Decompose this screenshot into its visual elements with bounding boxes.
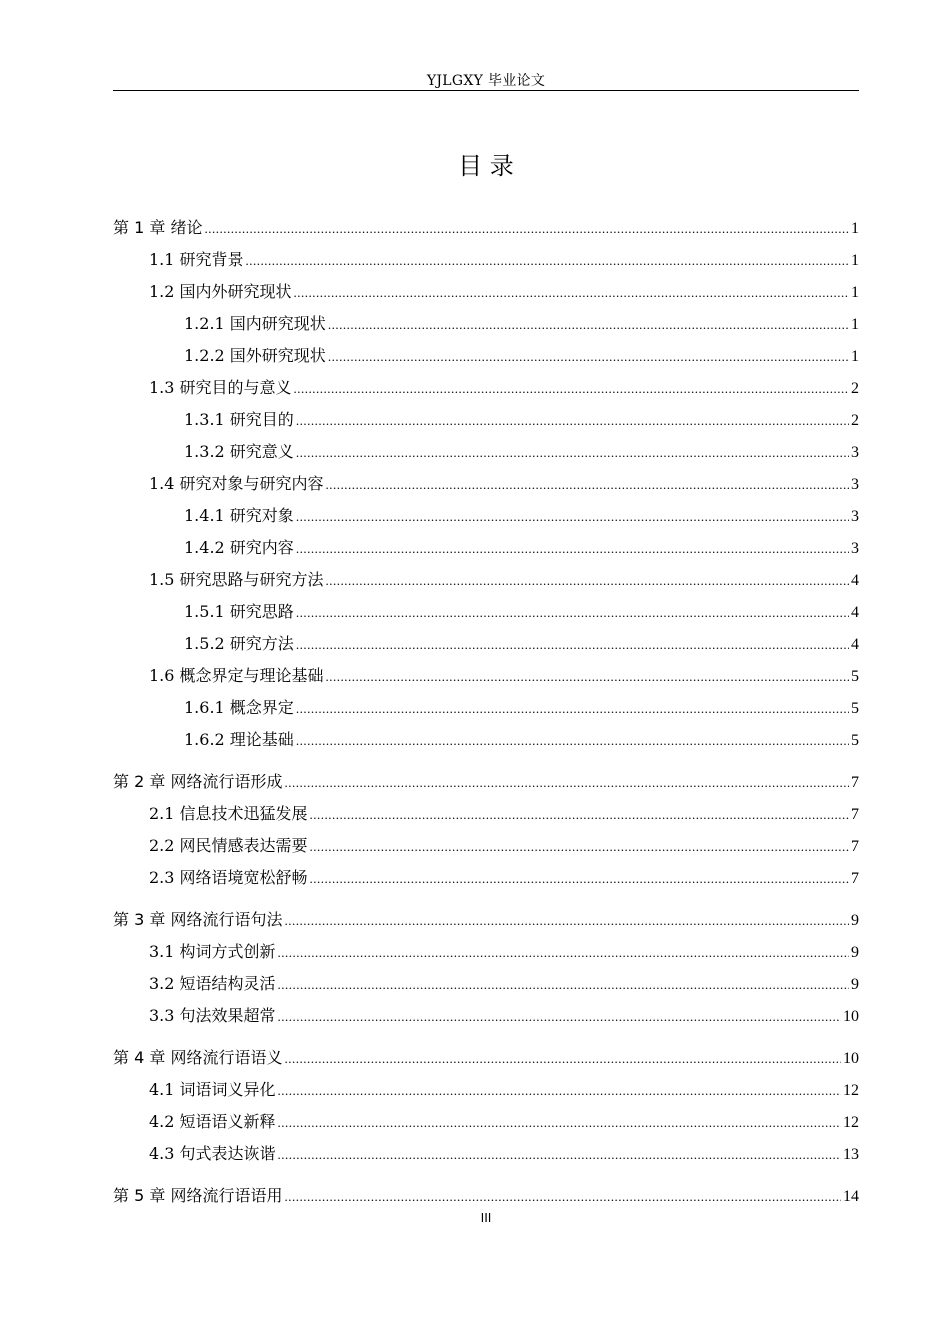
toc-entry-label: 第 3 章 网络流行语句法 xyxy=(113,910,283,929)
toc-entry-label: 3.1 构词方式创新 xyxy=(149,942,276,961)
toc-entry-label: 1.4.1 研究对象 xyxy=(184,506,294,525)
toc-section-entry[interactable] xyxy=(113,1138,859,1170)
toc-section-entry[interactable] xyxy=(113,660,859,692)
toc-entry-label: 2.2 网民情感表达需要 xyxy=(149,836,308,855)
toc-dot-leader xyxy=(278,1139,841,1171)
toc-section-entry[interactable] xyxy=(113,798,859,830)
toc-entry-label: 1.4 研究对象与研究内容 xyxy=(149,474,324,493)
toc-section-entry[interactable] xyxy=(113,862,859,894)
toc-entry-label: 2.3 网络语境宽松舒畅 xyxy=(149,868,308,887)
page-header: YJLGXY 毕业论文 xyxy=(426,73,546,89)
toc-dot-leader xyxy=(296,533,849,565)
toc-entry-label: 第 2 章 网络流行语形成 xyxy=(113,772,283,791)
toc-entry-page-number: 1 xyxy=(851,252,859,269)
toc-entry-page-number: 4 xyxy=(851,636,859,653)
toc-section-entry[interactable] xyxy=(113,372,859,404)
toc-section-entry[interactable] xyxy=(113,968,859,1000)
toc-dot-leader xyxy=(296,725,849,757)
toc-section-entry[interactable] xyxy=(113,1000,859,1032)
toc-entry-label: 1.5.1 研究思路 xyxy=(184,602,294,621)
toc-entry-label: 4.3 句式表达诙谐 xyxy=(149,1144,276,1163)
toc-dot-leader xyxy=(328,309,849,341)
toc-entry-page-number: 3 xyxy=(851,540,859,557)
toc-entry-page-number: 4 xyxy=(851,572,859,589)
toc-entry-page-number: 13 xyxy=(843,1146,859,1163)
toc-entry-page-number: 1 xyxy=(851,348,859,365)
toc-dot-leader xyxy=(310,831,849,863)
toc-dot-leader xyxy=(284,1043,841,1075)
toc-dot-leader xyxy=(296,437,849,469)
toc-title: 目 录 xyxy=(458,152,514,180)
toc-dot-leader xyxy=(326,469,849,501)
toc-entry-label: 1.2 国内外研究现状 xyxy=(149,282,292,301)
toc-section-entry[interactable] xyxy=(113,468,859,500)
toc-chapter-entry[interactable] xyxy=(113,904,859,936)
toc-entry-label: 1.3 研究目的与意义 xyxy=(149,378,292,397)
toc-entry-label: 1.2.2 国外研究现状 xyxy=(184,346,326,365)
toc-subsection-entry[interactable] xyxy=(113,308,859,340)
toc-subsection-entry[interactable] xyxy=(113,724,859,756)
toc-entry-page-number: 10 xyxy=(843,1008,859,1025)
toc-dot-leader xyxy=(204,213,849,245)
toc-entry-page-number: 7 xyxy=(851,870,859,887)
toc-entry-page-number: 3 xyxy=(851,444,859,461)
toc-entry-page-number: 12 xyxy=(843,1082,859,1099)
toc-entry-label: 第 4 章 网络流行语语义 xyxy=(113,1048,283,1067)
toc-subsection-entry[interactable] xyxy=(113,532,859,564)
toc-entry-page-number: 7 xyxy=(851,806,859,823)
toc-section-entry[interactable] xyxy=(113,564,859,596)
toc-entry-page-number: 5 xyxy=(851,668,859,685)
toc-section-entry[interactable] xyxy=(113,830,859,862)
toc-dot-leader xyxy=(326,565,849,597)
toc-dot-leader xyxy=(296,629,849,661)
toc-subsection-entry[interactable] xyxy=(113,596,859,628)
toc-chapter-entry[interactable] xyxy=(113,766,859,798)
toc-entry-page-number: 2 xyxy=(851,412,859,429)
toc-entry-label: 1.5.2 研究方法 xyxy=(184,634,294,653)
toc-entry-label: 1.6 概念界定与理论基础 xyxy=(149,666,324,685)
toc-subsection-entry[interactable] xyxy=(113,692,859,724)
toc-chapter-entry[interactable] xyxy=(113,212,859,244)
footer-page-number: III xyxy=(480,1210,492,1225)
toc-dot-leader xyxy=(278,937,849,969)
toc-entry-label: 3.2 短语结构灵活 xyxy=(149,974,276,993)
toc-section-entry[interactable] xyxy=(113,244,859,276)
toc-entry-page-number: 5 xyxy=(851,700,859,717)
toc-entry-label: 1.1 研究背景 xyxy=(149,250,244,269)
toc-dot-leader xyxy=(296,405,849,437)
toc-subsection-entry[interactable] xyxy=(113,628,859,660)
toc-entry-page-number: 12 xyxy=(843,1114,859,1131)
toc-section-entry[interactable] xyxy=(113,1106,859,1138)
toc-entry-label: 1.6.1 概念界定 xyxy=(184,698,294,717)
toc-entry-page-number: 5 xyxy=(851,732,859,749)
toc-dot-leader xyxy=(278,1001,841,1033)
toc-entry-page-number: 7 xyxy=(851,838,859,855)
toc-entry-page-number: 4 xyxy=(851,604,859,621)
toc-section-entry[interactable] xyxy=(113,276,859,308)
toc-dot-leader xyxy=(284,905,849,937)
toc-entry-page-number: 1 xyxy=(851,220,859,237)
toc-subsection-entry[interactable] xyxy=(113,500,859,532)
toc-dot-leader xyxy=(294,373,849,405)
toc-subsection-entry[interactable] xyxy=(113,436,859,468)
toc-dot-leader xyxy=(326,661,849,693)
toc-dot-leader xyxy=(310,799,849,831)
toc-entry-page-number: 1 xyxy=(851,284,859,301)
toc-entry-label: 4.2 短语语义新释 xyxy=(149,1112,276,1131)
toc-dot-leader xyxy=(284,1181,841,1213)
toc-chapter-entry[interactable] xyxy=(113,1042,859,1074)
table-of-contents xyxy=(113,212,859,1212)
toc-section-entry[interactable] xyxy=(113,936,859,968)
toc-entry-label: 第 1 章 绪论 xyxy=(113,218,203,237)
toc-entry-page-number: 14 xyxy=(843,1188,859,1205)
toc-dot-leader xyxy=(284,767,849,799)
toc-dot-leader xyxy=(310,863,849,895)
toc-entry-label: 1.5 研究思路与研究方法 xyxy=(149,570,324,589)
header-rule xyxy=(113,90,859,91)
toc-entry-label: 第 5 章 网络流行语语用 xyxy=(113,1186,283,1205)
toc-entry-label: 1.3.1 研究目的 xyxy=(184,410,294,429)
toc-entry-page-number: 2 xyxy=(851,380,859,397)
toc-section-entry[interactable] xyxy=(113,1074,859,1106)
toc-dot-leader xyxy=(278,969,849,1001)
toc-subsection-entry[interactable] xyxy=(113,340,859,372)
toc-subsection-entry[interactable] xyxy=(113,404,859,436)
toc-entry-page-number: 9 xyxy=(851,944,859,961)
toc-dot-leader xyxy=(296,501,849,533)
toc-entry-page-number: 9 xyxy=(851,912,859,929)
toc-entry-page-number: 10 xyxy=(843,1050,859,1067)
toc-dot-leader xyxy=(296,693,849,725)
toc-entry-label: 1.2.1 国内研究现状 xyxy=(184,314,326,333)
toc-dot-leader xyxy=(278,1075,841,1107)
toc-dot-leader xyxy=(296,597,849,629)
toc-entry-label: 3.3 句法效果超常 xyxy=(149,1006,276,1025)
toc-entry-label: 1.4.2 研究内容 xyxy=(184,538,294,557)
toc-dot-leader xyxy=(328,341,849,373)
toc-entry-label: 4.1 词语词义异化 xyxy=(149,1080,276,1099)
toc-entry-page-number: 3 xyxy=(851,508,859,525)
toc-dot-leader xyxy=(278,1107,841,1139)
toc-entry-label: 1.3.2 研究意义 xyxy=(184,442,294,461)
toc-entry-page-number: 3 xyxy=(851,476,859,493)
toc-chapter-entry[interactable] xyxy=(113,1180,859,1212)
toc-dot-leader xyxy=(294,277,849,309)
toc-entry-page-number: 1 xyxy=(851,316,859,333)
toc-dot-leader xyxy=(246,245,849,277)
toc-entry-label: 1.6.2 理论基础 xyxy=(184,730,294,749)
toc-entry-page-number: 7 xyxy=(851,774,859,791)
toc-entry-label: 2.1 信息技术迅猛发展 xyxy=(149,804,308,823)
toc-entry-page-number: 9 xyxy=(851,976,859,993)
